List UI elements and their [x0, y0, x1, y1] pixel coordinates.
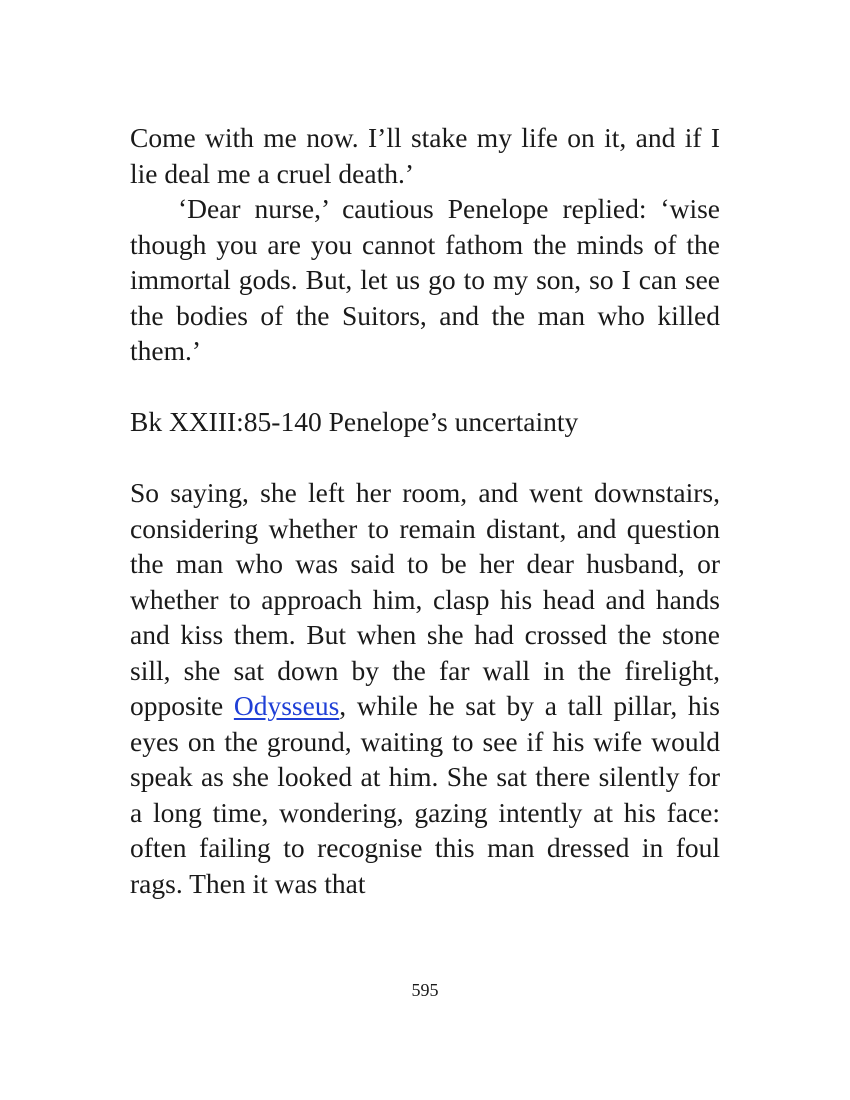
odysseus-link[interactable]: Odysseus: [233, 690, 340, 721]
page-body: [130, 120, 720, 901]
section-heading: Bk XXIII:85-140 Penelope’s uncertainty: [130, 406, 579, 437]
paragraph-3-before-link: So saying, she left her room, and went downstairs, considering whether to remain distant, and question the man who was said to be her dear husband, or whether to approach him, clasp his head and hands and kiss them. But when she had crossed the stone sill, she sat down by the far wall in the firelight, opposite: [130, 477, 720, 721]
paragraph-2: ‘Dear nurse,’ cautious Penelope replied: ‘wise though you are you cannot fathom the minds of the immortal gods. But, let us go to my son, so I can see the bodies of the Suitors, and the man who killed them.’: [130, 193, 720, 366]
paragraph-3-after-link: , while he sat by a tall pillar, his eyes on the ground, waiting to see if his wife would speak as she looked at him. She sat there silently for a long time, wondering, gazing intently at his face: often failing to recognise this man dressed in foul rags. Then it was that: [130, 690, 720, 899]
page-number: 595: [411, 980, 439, 1000]
paragraph-3: [130, 475, 720, 901]
paragraph-1: Come with me now. I’ll stake my life on it, and if I lie deal me a cruel death.’: [130, 122, 720, 189]
